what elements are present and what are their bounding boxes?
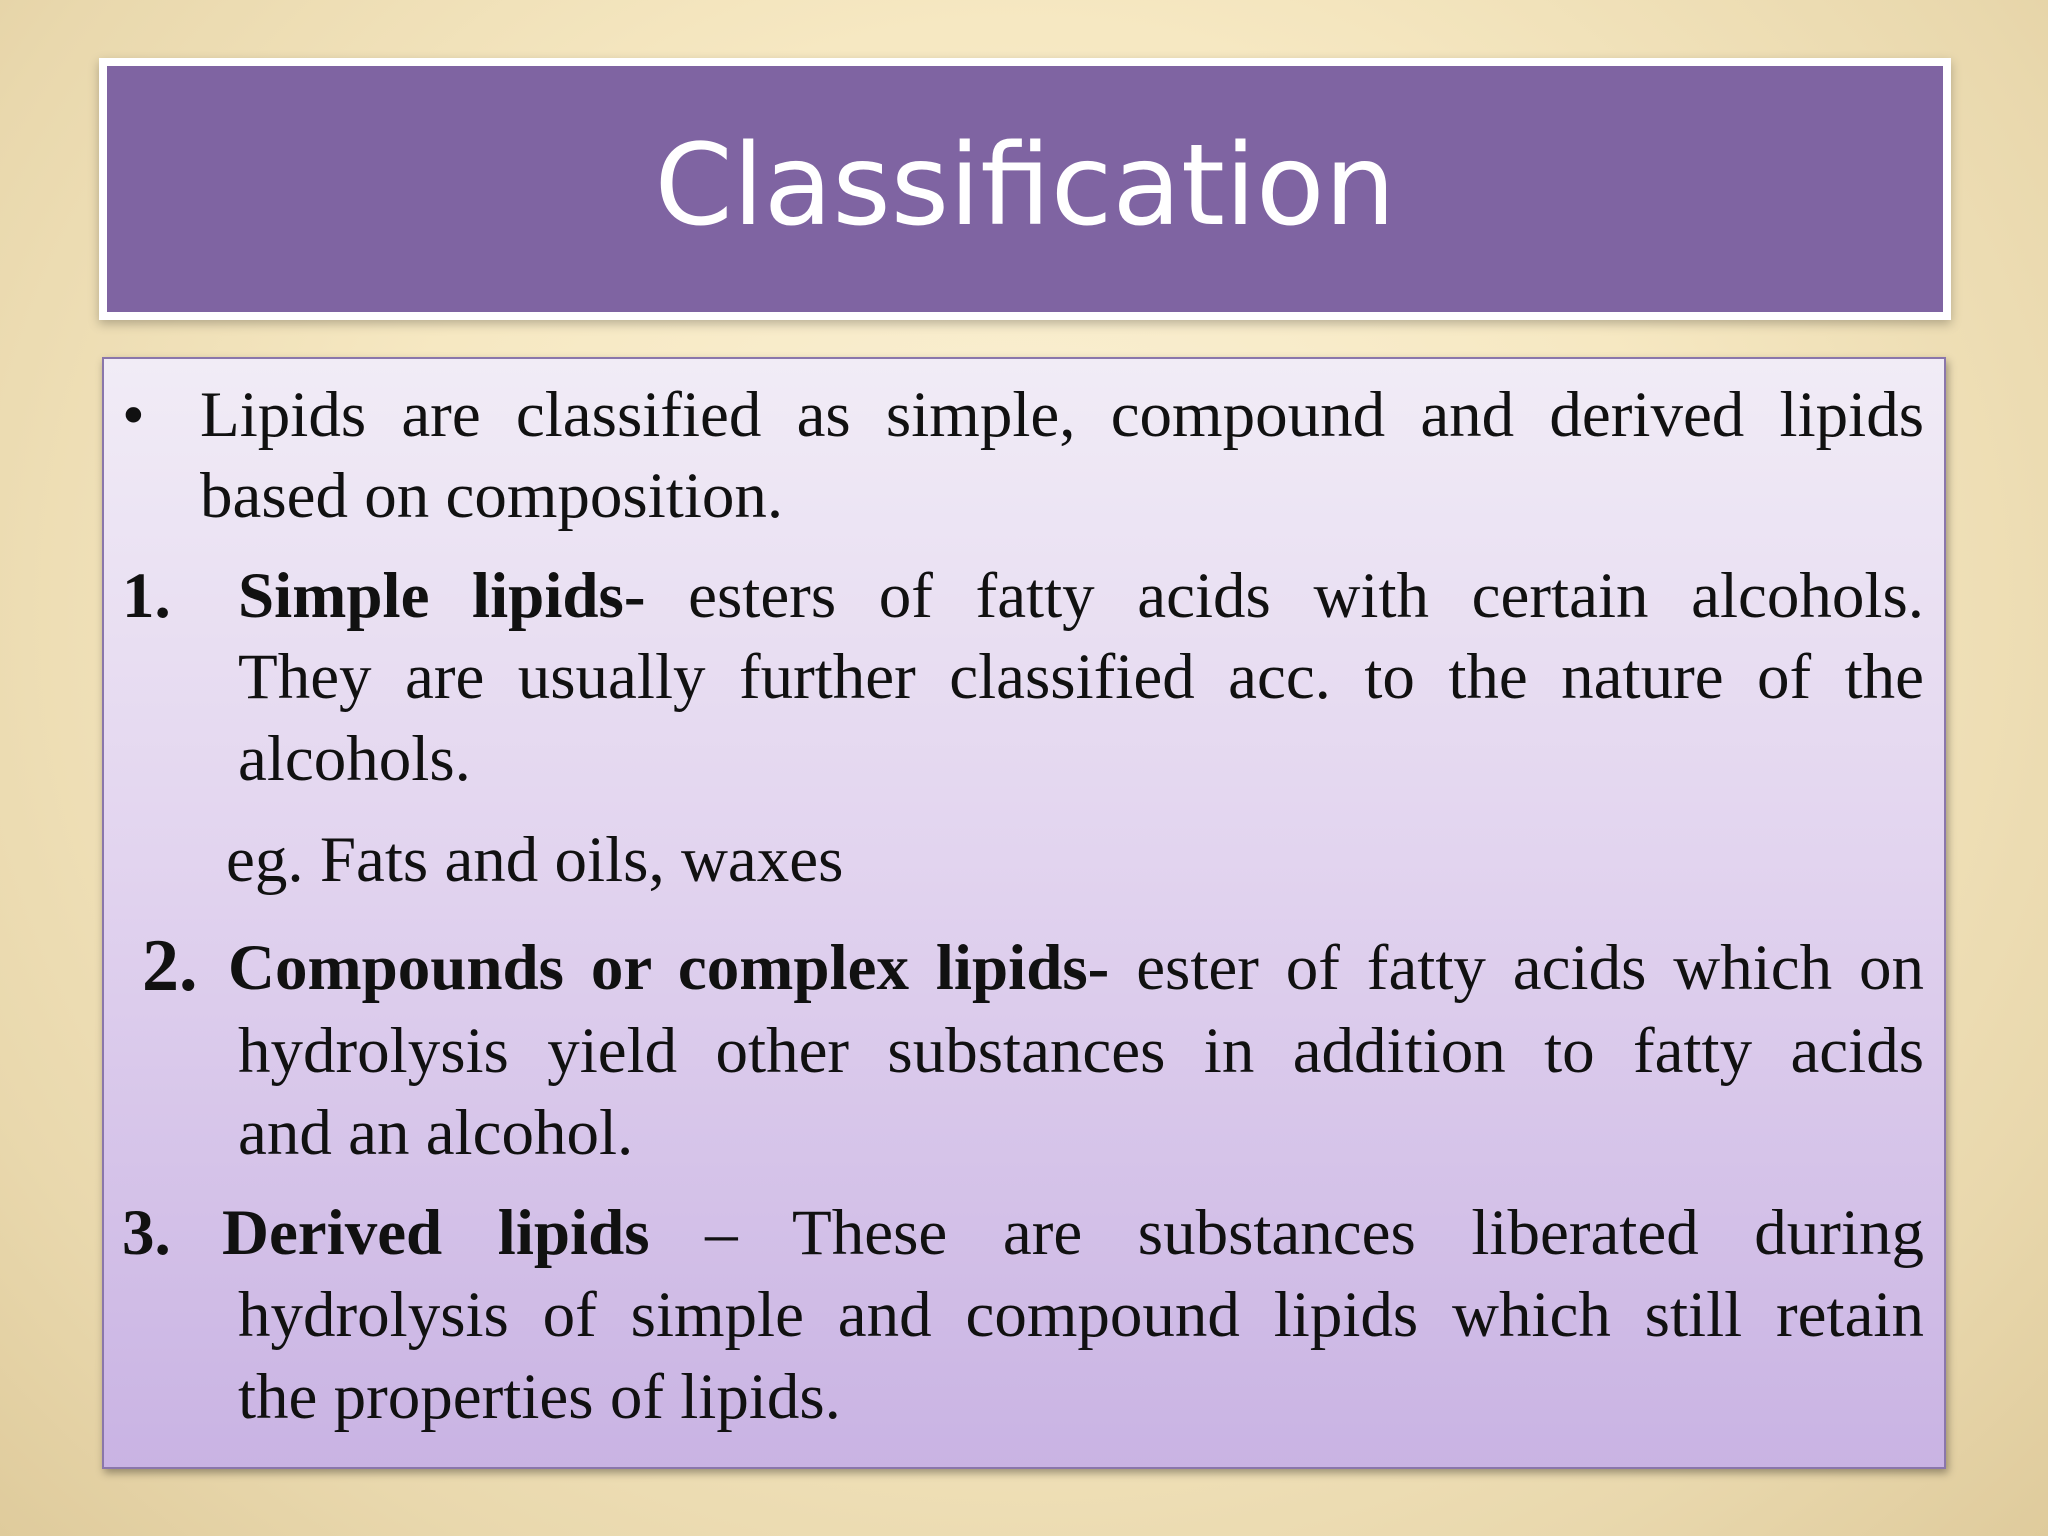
bullet-line-1: Lipids are classified as simple, compound and derived lipids bbox=[200, 379, 1924, 451]
item-3-line-3: the properties of lipids. bbox=[238, 1361, 841, 1433]
item-2-line-2: hydrolysis yield other substances in addition to fatty acids bbox=[238, 1015, 1924, 1087]
item-1-term: Simple lipids- bbox=[238, 560, 646, 632]
item-3-first-line-rest: – These are substances liberated during bbox=[705, 1197, 1925, 1269]
item-1-line-3: alcohols. bbox=[238, 723, 471, 795]
slide-title: Classification bbox=[654, 121, 1396, 251]
item-2-term: Compounds or complex lipids- bbox=[228, 932, 1110, 1004]
bullet-line-2: based on composition. bbox=[200, 460, 784, 532]
bullet-marker: • bbox=[122, 379, 145, 451]
item-2-first-line bbox=[228, 932, 1924, 1004]
item-3-term: Derived lipids bbox=[222, 1197, 650, 1269]
item-2-line-3: and an alcohol. bbox=[238, 1097, 634, 1169]
item-2-first-line-rest: ester of fatty acids which on bbox=[1136, 932, 1924, 1004]
item-1-example: eg. Fats and oils, waxes bbox=[226, 824, 844, 896]
item-1-line-2: They are usually further classified acc. to the nature of the bbox=[238, 641, 1924, 713]
item-2-number: 2. bbox=[142, 925, 198, 1007]
item-1-first-line-rest: esters of fatty acids with certain alcohols. bbox=[688, 560, 1925, 632]
item-3-first-line bbox=[222, 1197, 1925, 1269]
title-banner bbox=[107, 66, 1943, 312]
item-3-line-2: hydrolysis of simple and compound lipids which still retain bbox=[238, 1279, 1924, 1351]
item-3-number: 3. bbox=[122, 1197, 171, 1269]
item-1-number: 1. bbox=[122, 560, 171, 632]
item-1-first-line bbox=[238, 560, 1925, 632]
title-placeholder bbox=[99, 58, 1951, 320]
